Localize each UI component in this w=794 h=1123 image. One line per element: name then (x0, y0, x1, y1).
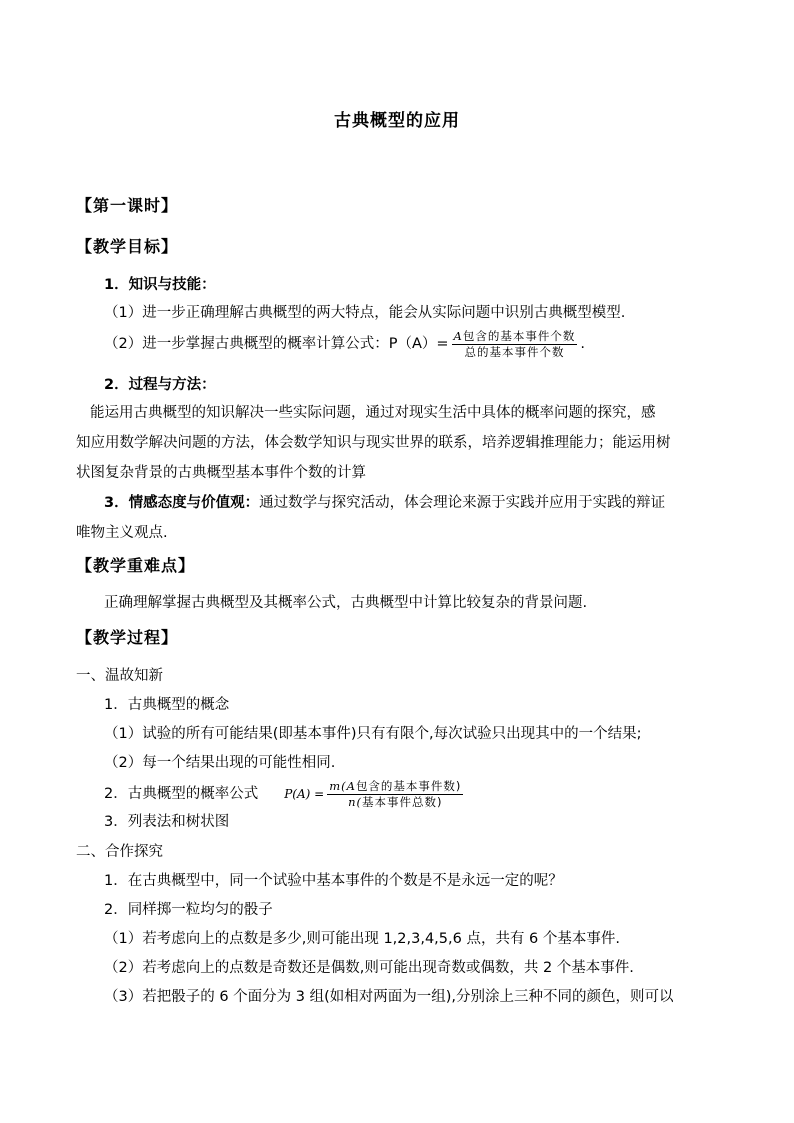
section-goals-heading: 【教学目标】 (76, 237, 179, 256)
probability-fraction-2 (327, 780, 463, 809)
fraction-1-numerator (452, 330, 578, 345)
formula-lhs: P(A) = (284, 787, 325, 801)
goal-2-line-3: 状图复杂背景的古典概型基本事件个数的计算 (76, 465, 366, 481)
fraction-1-numerator-text: 包含的基本事件个数 (462, 328, 576, 343)
goal-1-item-2-suffix: . (580, 336, 585, 352)
process-2-1: 1．在古典概型中，同一个试验中基本事件的个数是不是永远一定的呢？ (104, 873, 563, 889)
fraction-2-numerator-m: m( (329, 778, 347, 793)
section-lesson1-heading: 【第一课时】 (76, 196, 179, 215)
process-2-2c: （3）若把骰子的 6 个面分为 3 组(如相对两面为一组),分别涂上三种不同的颜色，则可以 (104, 989, 674, 1005)
fraction-2-denominator (327, 795, 463, 809)
process-1-2 (104, 776, 466, 812)
goal-2-heading: 2．过程与方法： (104, 377, 216, 393)
fraction-2-numerator-text: 包含的基本事件数) (355, 778, 462, 793)
process-1-3: 3．列表法和树状图 (104, 814, 230, 830)
process-2-2b: （2）若考虑向上的点数是奇数还是偶数,则可能出现奇数或偶数，共 2 个基本事件. (104, 960, 634, 976)
goal-1-item-2 (104, 326, 585, 362)
section-process-heading: 【教学过程】 (76, 628, 179, 647)
goal-1-heading: 1．知识与技能： (104, 277, 216, 293)
process-1-1b: （2）每一个结果出现的可能性相同. (104, 755, 336, 771)
probability-fraction-1 (452, 330, 578, 359)
process-1-1: 1．古典概型的概念 (104, 697, 230, 713)
process-part-1-heading: 一、温故知新 (76, 668, 163, 684)
goal-3-heading: 3．情感态度与价值观： (104, 495, 260, 511)
fraction-1-denominator: 总的基本事件个数 (464, 344, 565, 359)
goal-2-line-1: 能运用古典概型的知识解决一些实际问题，通过对现实生活中具体的概率问题的探究，感 (90, 405, 656, 421)
process-part-2-heading: 二、合作探究 (76, 844, 163, 860)
fraction-2-numerator (327, 780, 463, 795)
process-2-2a: （1）若考虑向上的点数是多少,则可能出现 1,2,3,4,5,6 点，共有 6 个基本事件. (104, 931, 621, 947)
process-1-2-label: 2．古典概型的概率公式 (104, 786, 259, 802)
section-key-points-heading: 【教学重难点】 (76, 556, 196, 575)
fraction-2-denominator-n: n( (348, 794, 363, 809)
fraction-2-denominator-text: 基本事件总数) (362, 794, 443, 809)
goal-3-line-2: 唯物主义观点. (76, 525, 168, 541)
fraction-2-numerator-variable: A (346, 778, 356, 793)
page-title: 古典概型的应用 (334, 111, 460, 131)
fraction-1-numerator-variable: A (453, 328, 463, 343)
goal-1-item-2-prefix: （2）进一步掌握古典概型的概率计算公式：P（A）= (104, 336, 449, 352)
process-2-2: 2．同样掷一粒均匀的骰子 (104, 902, 273, 918)
process-1-1a: （1）试验的所有可能结果(即基本事件)只有有限个,每次试验只出现其中的一个结果; (104, 726, 642, 742)
goal-2-line-2: 知应用数学解决问题的方法，体会数学知识与现实世界的联系，培养逻辑推理能力；能运用树 (76, 435, 671, 451)
goal-1-item-1: （1）进一步正确理解古典概型的两大特点，能会从实际问题中识别古典概型模型. (104, 305, 626, 321)
goal-3-line-1-text: 通过数学与探究活动，体会理论来源于实践并应用于实践的辩证 (259, 495, 666, 511)
key-points-text: 正确理解掌握古典概型及其概率公式，古典概型中计算比较复杂的背景问题. (104, 595, 588, 611)
goal-3-line-1 (104, 493, 665, 513)
